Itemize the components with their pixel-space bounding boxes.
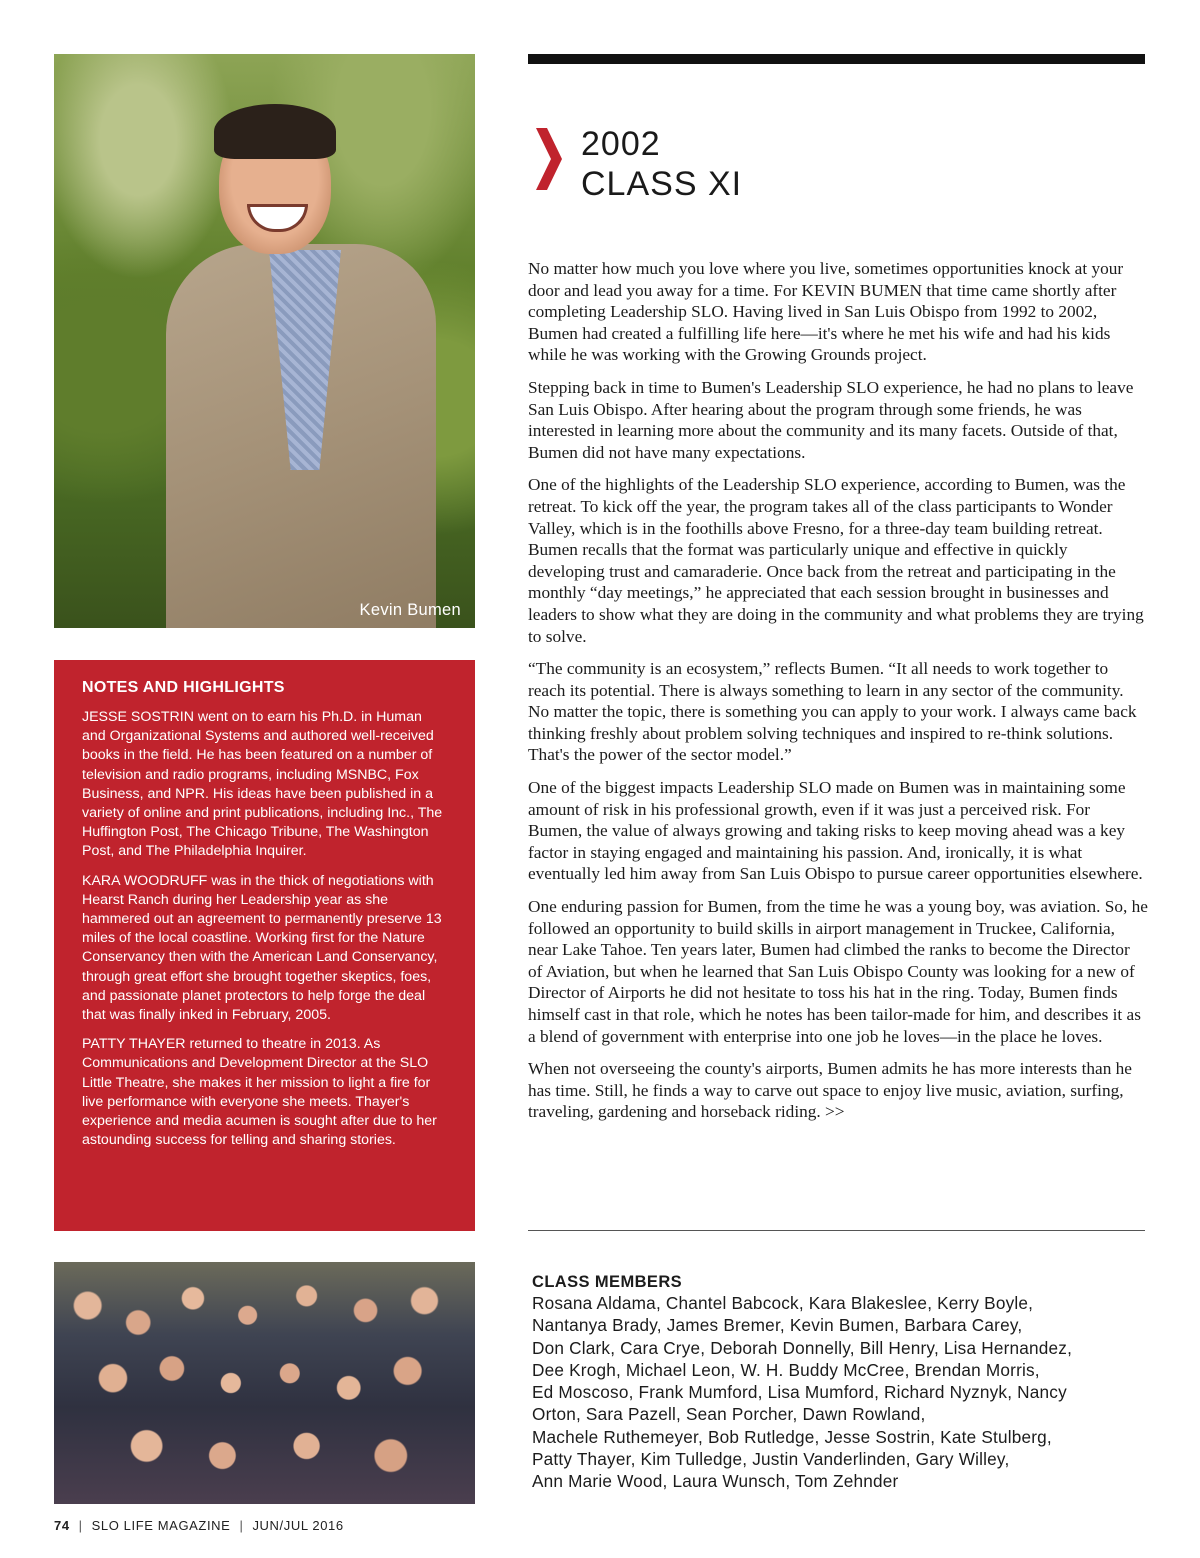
article-paragraph: One enduring passion for Bumen, from the time he was a young boy, was aviation. So, he followed an opportunity to build skills in airport management in Truckee, California, near Lake Tahoe. Ten years later, Bumen had climbed the ranks to become the Director of Aviation, but when he learned that San Luis Obispo County was looking for a new of Director of Airports he did not hesitate to toss his hat in the ring. Today, Bumen finds himself cast in that role, which he notes has been tailor-made for him, and describes it as a blend of government with enterprise into one job he loves—in the place he loves. xyxy=(528,897,1148,1046)
class-members-list xyxy=(532,1292,1152,1493)
class-members xyxy=(532,1272,1152,1493)
magazine-name: SLO LIFE MAGAZINE xyxy=(91,1518,231,1533)
page-number: 74 xyxy=(54,1518,70,1533)
members-line: Rosana Aldama, Chantel Babcock, Kara Blakeslee, Kerry Boyle, xyxy=(532,1293,1034,1313)
members-line: Nantanya Brady, James Bremer, Kevin Bumen, Barbara Carey, xyxy=(532,1315,1023,1336)
article-paragraph: When not overseeing the county's airports, Bumen admits he has more interests than he has time. Still, he finds a way to carve out space to enjoy live music, aviation, surfing, traveling, gardening and horseback riding. >> xyxy=(528,1059,1132,1122)
notes-paragraph: PATTY THAYER returned to theatre in 2013. As Communications and Development Director at the SLO Little Theatre, she makes it her mission to light a fire for live performance with everyone she meets. Thayer's experience and media acumen is sought after due to her astounding success for telling and sharing stories. xyxy=(82,1036,437,1149)
members-line: Machele Ruthemeyer, Bob Rutledge, Jesse Sostrin, Kate Stulberg, xyxy=(532,1426,1052,1447)
article-paragraph: One of the biggest impacts Leadership SLO made on Bumen was in maintaining some amount of risk in his professional growth, even if it was just a perceived risk. For Bumen, the value of always growing and taking risks to keep moving ahead was a key factor in staying engaged and maintaining his passion. And, ironically, it is what eventually led him away from San Luis Obispo to pursue career opportunities elsewhere. xyxy=(528,778,1143,884)
article-paragraph: “The community is an ecosystem,” reflects Bumen. “It all needs to work together to reach its potential. There is always something to learn in any sector of the community. No matter the topic, there is something you can apply to your work. I always came back thinking freshly about problem solving techniques and inspired to re-think solutions. That's the power of the sector model.” xyxy=(528,659,1137,765)
notes-heading: NOTES AND HIGHLIGHTS xyxy=(82,679,285,696)
footer-separator: | xyxy=(239,1518,244,1533)
headline xyxy=(581,124,742,204)
headline-year: 2002 xyxy=(581,125,661,163)
notes-paragraph: KARA WOODRUFF was in the thick of negotiations with Hearst Ranch during her Leadership year as she hammered out an agreement to permanently preserve 13 miles of the local coastline. Working first for the Nature Conservancy then with the American Land Conservancy, through great effort she brought together skeptics, foes, and passionate planet protectors to help forge the deal that was finally inked in February, 2005. xyxy=(82,872,442,1024)
portrait-caption: Kevin Bumen xyxy=(359,601,461,619)
class-group-photo xyxy=(54,1262,475,1504)
members-line: Ed Moscoso, Frank Mumford, Lisa Mumford, Richard Nyznyk, Nancy xyxy=(532,1382,1067,1403)
top-rule xyxy=(528,54,1145,64)
class-members-heading: CLASS MEMBERS xyxy=(532,1273,683,1291)
notes-paragraph: JESSE SOSTRIN went on to earn his Ph.D. in Human and Organizational Systems and authored well-received books in the field. He has been featured on a number of television and radio programs, including MSNBC, Fox Business, and NPR. His ideas have been published in a variety of online and print publications, including Inc., The Huffington Post, The Chicago Tribune, The Washington Post, and The Philadelphia Inquirer. xyxy=(82,709,443,860)
chevron-right-icon xyxy=(536,128,562,190)
members-line: Ann Marie Wood, Laura Wunsch, Tom Zehnder xyxy=(532,1471,899,1492)
issue-date: JUN/JUL 2016 xyxy=(252,1518,344,1533)
members-line: Dee Krogh, Michael Leon, W. H. Buddy McCree, Brendan Morris, xyxy=(532,1359,1040,1380)
article-paragraph: Stepping back in time to Bumen's Leadership SLO experience, he had no plans to leave San Luis Obispo. After hearing about the program through some friends, he was interested in learning more about the community and its many facets. Outside of that, Bumen did not have many expectations. xyxy=(528,377,1134,462)
page-footer xyxy=(54,1518,344,1533)
members-line: Don Clark, Cara Crye, Deborah Donnelly, Bill Henry, Lisa Hernandez, xyxy=(532,1337,1073,1358)
notes-box xyxy=(54,660,475,1231)
members-line: Patty Thayer, Kim Tulledge, Justin Vanderlinden, Gary Willey, xyxy=(532,1449,1010,1470)
article-paragraph: One of the highlights of the Leadership SLO experience, according to Bumen, was the retreat. To kick off the year, the program takes all of the class participants to Wonder Valley, which is in the foothills above Fresno, for a three-day team building retreat. Bumen recalls that the format was particularly unique and effective in quickly developing trust and camaraderie. Once back from the retreat and participating in the monthly “day meetings,” he appreciated that each session brought in businesses and leaders to show what they are doing in the community and what problems they are trying to solve. xyxy=(528,475,1144,646)
article-paragraph: No matter how much you love where you live, sometimes opportunities knock at your door and lead you away for a time. For KEVIN BUMEN that time came shortly after completing Leadership SLO. Having lived in San Luis Obispo from 1992 to 2002, Bumen had created a fulfilling life here—it's where he met his wife and had his kids while he was working with the Growing Grounds project. xyxy=(528,259,1124,365)
photo-hair xyxy=(214,104,336,159)
portrait-photo xyxy=(54,54,475,628)
footer-separator: | xyxy=(78,1518,83,1533)
headline-class: CLASS XI xyxy=(581,165,743,203)
article-body xyxy=(528,258,1148,1134)
section-divider xyxy=(528,1230,1145,1231)
members-line: Orton, Sara Pazell, Sean Porcher, Dawn Rowland, xyxy=(532,1404,926,1425)
